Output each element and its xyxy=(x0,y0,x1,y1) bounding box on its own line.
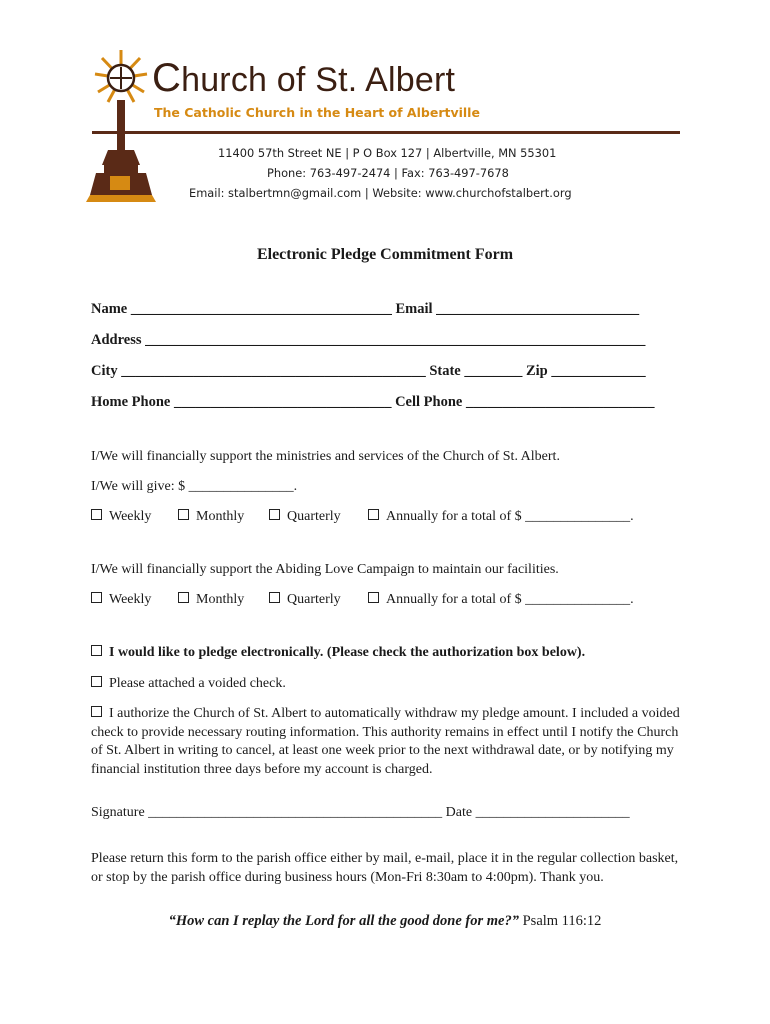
name-email-row[interactable]: Name ____________________________________ Email ____________________________ xyxy=(91,301,640,317)
give-amount-line[interactable]: I/We will give: $ _______________. xyxy=(91,479,298,494)
support-campaign-text: I/We will financially support the Abiding Love Campaign to maintain our facilities. xyxy=(91,562,559,577)
phone-line: Phone: 763-497-2474 | Fax: 763-497-7678 xyxy=(267,166,509,180)
checkbox-icon[interactable] xyxy=(91,509,102,520)
electronic-pledge-option[interactable]: I would like to pledge electronically. (Please check the authorization box below). xyxy=(91,645,585,661)
option-monthly-2[interactable]: Monthly xyxy=(178,592,244,608)
signature-date-row[interactable]: Signature __________________________________________ Date ______________________ xyxy=(91,805,630,820)
form-title: Electronic Pledge Commitment Form xyxy=(256,246,514,263)
checkbox-icon[interactable] xyxy=(269,509,280,520)
option-quarterly-2[interactable]: Quarterly xyxy=(269,592,341,608)
option-annually-2[interactable]: Annually for a total of $ _______________. xyxy=(368,592,634,608)
option-monthly-1[interactable]: Monthly xyxy=(178,509,244,525)
city-state-zip-row[interactable]: City __________________________________________ State ________ Zip _____________ xyxy=(91,363,646,379)
header-divider xyxy=(92,131,680,134)
authorization-option[interactable]: I authorize the Church of St. Albert to automatically withdraw my pledge amount. I included a voided check to provide necessary routing information. This authority remains in effect until I notify the Church of St. Albert in writing to cancel, at least one week prior to the next withdrawal date, or by notifying my financial institution three days before my account is charged. xyxy=(91,706,680,777)
checkbox-icon[interactable] xyxy=(269,592,280,603)
psalm-quote: “How can I replay the Lord for all the good done for me?” Psalm 116:12 xyxy=(168,913,602,929)
checkbox-icon[interactable] xyxy=(368,509,379,520)
address-line: 11400 57th Street NE | P O Box 127 | Albertville, MN 55301 xyxy=(218,146,557,160)
voided-check-option[interactable]: Please attached a voided check. xyxy=(91,676,286,692)
email-line: Email: stalbertmn@gmail.com | Website: www.churchofstalbert.org xyxy=(189,186,572,200)
checkbox-icon[interactable] xyxy=(91,592,102,603)
church-tagline: The Catholic Church in the Heart of Albertville xyxy=(154,105,480,120)
checkbox-icon[interactable] xyxy=(178,509,189,520)
checkbox-icon[interactable] xyxy=(91,645,102,656)
address-row[interactable]: Address _____________________________________________________________________ xyxy=(91,332,646,348)
church-name: Church of St. Albert xyxy=(152,56,456,100)
checkbox-icon[interactable] xyxy=(178,592,189,603)
phone-row[interactable]: Home Phone ______________________________ Cell Phone __________________________ xyxy=(91,394,655,410)
option-weekly-1[interactable]: Weekly xyxy=(91,509,151,525)
option-weekly-2[interactable]: Weekly xyxy=(91,592,151,608)
checkbox-icon[interactable] xyxy=(91,706,102,717)
checkbox-icon[interactable] xyxy=(368,592,379,603)
support-ministries-text: I/We will financially support the ministries and services of the Church of St. Albert. xyxy=(91,449,560,464)
option-quarterly-1[interactable]: Quarterly xyxy=(269,509,341,525)
return-instructions: Please return this form to the parish office either by mail, e-mail, place it in the regular collection basket, or stop by the parish office during business hours (Mon-Fri 8:30am to 4:00pm). Thank you. xyxy=(91,851,679,885)
checkbox-icon[interactable] xyxy=(91,676,102,687)
option-annually-1[interactable]: Annually for a total of $ _______________. xyxy=(368,509,634,525)
